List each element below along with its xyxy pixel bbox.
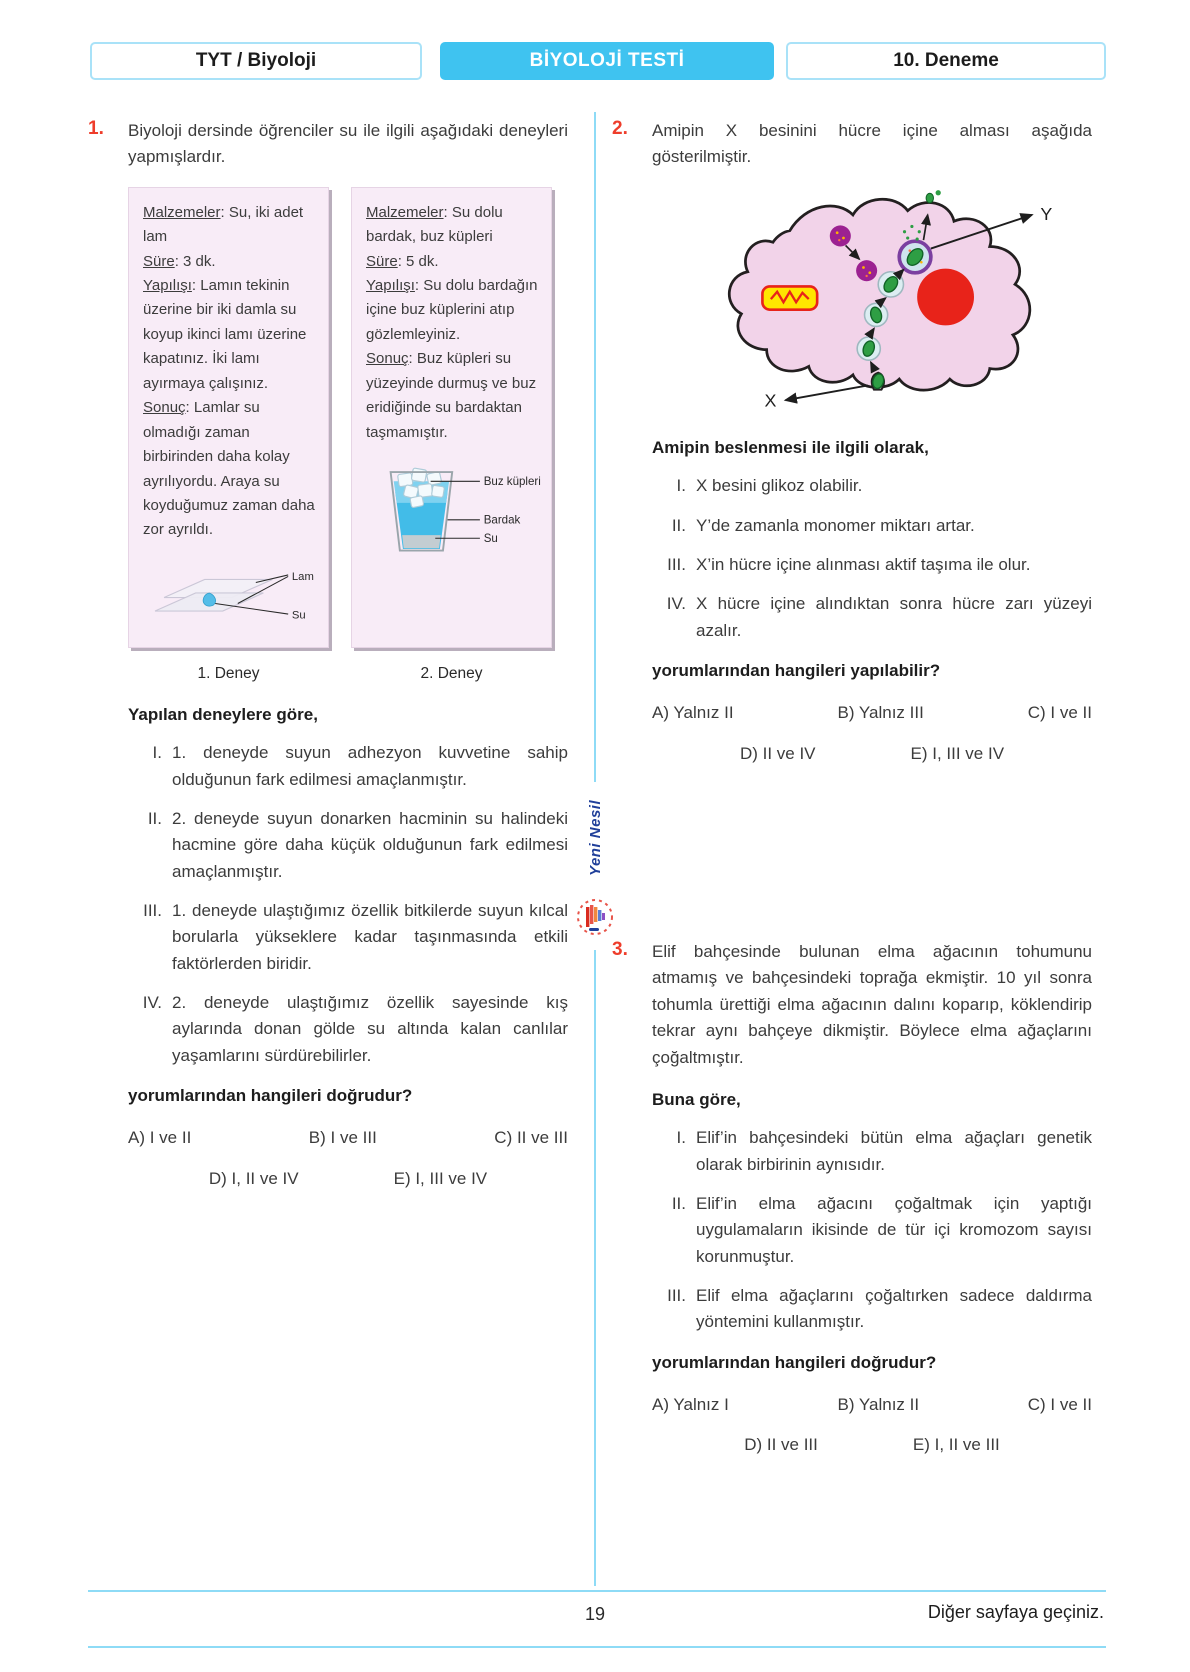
label-y: Y: [1040, 203, 1053, 224]
q1-option-b: B) I ve III: [308, 1128, 377, 1148]
statement-text: X hücre içine alındıktan sonra hücre zarı yüzeyi azalır.: [696, 594, 1092, 640]
exp1-result: Sonuç: Lamlar su olmadığı zaman birbirinden daha kolay ayrılıyordu. Araya su koyduğumuz zaman daha zor ayrıldı.: [143, 399, 315, 539]
q3-option-b: B) Yalnız II: [837, 1394, 920, 1414]
q1-option-c: C) II ve III: [494, 1128, 568, 1148]
q2-options-row-1: [652, 700, 1092, 726]
q1-statement-1: [128, 740, 568, 793]
statement-numeral: IV.: [666, 594, 686, 614]
q1-statement-4: [128, 990, 568, 1069]
statement-text: 2. deneyde ulaştığımız özellik sayesinde kış aylarında donan gölde su altında kalan canlılar yaşamlarını sürdürebilirler.: [172, 992, 568, 1065]
q3-options-row-1: [652, 1392, 1092, 1418]
q3-option-d: D) II ve III: [744, 1435, 818, 1455]
organelle-mitochondrion: [762, 286, 817, 309]
statement-numeral: I.: [676, 476, 686, 496]
q3-statement-2: [652, 1191, 1092, 1270]
experiment-1-caption: 1. Deney: [197, 664, 260, 682]
q1-options-row-2: [128, 1166, 568, 1192]
statement-text: 2. deneyde suyun donarken hacminin su halindeki hacmine göre daha küçük olduğunun fark edilmesi amaçlanmıştır.: [172, 808, 568, 881]
q2-option-a: A) Yalnız II: [652, 703, 734, 723]
footer-continue-note: Diğer sayfaya geçiniz.: [927, 1602, 1104, 1622]
statement-numeral: II.: [147, 808, 162, 828]
statement-numeral: I.: [676, 1128, 686, 1148]
header-exam-number: 10. Deneme: [786, 42, 1106, 80]
question-1-intro: Biyoloji dersinde öğrenciler su ile ilgili aşağıdaki deneyleri yapmışlardır.: [128, 121, 568, 167]
question-3: [612, 939, 1092, 1459]
q1-statement-3: [128, 898, 568, 977]
statement-text: X’in hücre içine alınması aktif taşıma ile olur.: [696, 555, 1031, 575]
statement-numeral: IV.: [142, 992, 162, 1012]
publisher-logo-text: Yeni Nesil: [586, 799, 604, 877]
question-1-lead: Yapılan deneylere göre,: [128, 704, 318, 724]
q2-statement-3: [652, 552, 1092, 578]
question-1-number: 1.: [88, 118, 104, 139]
q1-option-d: D) I, II ve IV: [208, 1168, 299, 1188]
statement-text: 1. deneyde suyun adhezyon kuvvetine sahip olduğunun fark edilmesi amaçlanmıştır.: [172, 743, 568, 789]
question-2-number: 2.: [612, 118, 628, 139]
q1-option-a: A) I ve II: [128, 1128, 192, 1148]
q2-option-e: E) I, III ve IV: [910, 743, 1005, 763]
lamp-logo-icon: [575, 894, 615, 940]
question-3-stem: yorumlarından hangileri doğrudur?: [652, 1352, 937, 1372]
experiment-2-caption: 2. Deney: [420, 664, 483, 682]
statement-numeral: I.: [152, 743, 162, 763]
statement-numeral: III.: [667, 1285, 686, 1305]
nucleus: [917, 268, 974, 325]
statement-text: 1. deneyde ulaştığımız özellik bitkilerde suyun kılcal borularla yükseklere kadar taşınmasında etkili faktörlerden biridir.: [172, 900, 568, 973]
exp2-materials: Malzemeler: Su dolu bardak, buz küpleri: [366, 203, 503, 246]
statement-text: Elif’in bahçesindeki bütün elma ağaçları genetik olarak birbirinin aynısıdır.: [696, 1128, 1092, 1174]
label-su: Su: [291, 609, 306, 622]
q2-statement-1: [652, 473, 1092, 499]
statement-numeral: III.: [143, 900, 162, 920]
q3-options-row-2: [652, 1432, 1092, 1458]
header-test-title: BİYOLOJİ TESTİ: [440, 42, 774, 80]
question-1: [88, 118, 568, 1192]
exp2-procedure: Yapılışı: Su dolu bardağın içine buz küplerini atıp gözlemleyiniz.: [366, 277, 538, 343]
label-x: X: [764, 390, 777, 411]
q3-option-e: E) I, II ve III: [912, 1435, 1000, 1455]
amoeba-endocytosis-diagram: [674, 183, 1074, 411]
q2-option-d: D) II ve IV: [739, 743, 816, 763]
exp1-materials: Malzemeler: Su, iki adet lam: [143, 203, 304, 246]
q1-options-row-1: [128, 1125, 568, 1151]
statement-text: Y’de zamanla monomer miktarı artar.: [696, 515, 975, 535]
question-2-intro: Amipin X besinini hücre içine alması aşağıda gösterilmiştir.: [652, 121, 1092, 167]
statement-numeral: II.: [671, 1193, 686, 1213]
q1-statement-2: [128, 806, 568, 885]
slide-water-diagram: [143, 553, 316, 639]
q3-option-a: A) Yalnız I: [652, 1394, 729, 1414]
question-2-stem: yorumlarından hangileri yapılabilir?: [652, 661, 941, 681]
footer-rule-bottom: [88, 1646, 1106, 1648]
statement-text: Elif elma ağaçlarını çoğaltırken sadece daldırma yöntemini kullanmıştır.: [696, 1285, 1092, 1332]
experiment-boxes: [128, 187, 568, 648]
header-course-label: TYT / Biyoloji: [90, 42, 422, 80]
question-2-lead: Amipin beslenmesi ile ilgili olarak,: [652, 438, 929, 458]
exp1-duration: Süre: 3 dk.: [143, 252, 216, 270]
question-3-lead: Buna göre,: [652, 1089, 741, 1109]
right-column: [612, 118, 1092, 1459]
glass-ice-diagram: [366, 455, 543, 563]
experiment-captions: [128, 662, 568, 686]
question-3-number: 3.: [612, 939, 628, 961]
page-number: 19: [584, 1604, 606, 1624]
q2-option-c: C) I ve II: [1027, 703, 1092, 723]
question-2: [612, 118, 1092, 767]
q1-option-e: E) I, III ve IV: [393, 1168, 488, 1188]
experiment-2-box: [351, 187, 552, 648]
q2-options-row-2: [652, 741, 1092, 767]
exp2-result: Sonuç: Buz küpleri su yüzeyinde durmuş ve buz eridiğinde su bardaktan taşmamıştır.: [366, 350, 537, 441]
question-3-intro: Elif bahçesinde bulunan elma ağacının tohumunu atmamış ve bahçesindeki toprağa ekmiştir. 10 yıl sonra tohumla ürettiği elma ağacının dalını koparıp, köklendirip tekrar aynı bahçeye dikmiştir. Böylece elma ağaçlarını çoğaltmıştır.: [652, 942, 1092, 1067]
exp1-procedure: Yapılışı: Lamın tekinin üzerine bir iki damla su koyup ikinci lamı üzerine kapatınız. İki lamı ayırmaya çalışınız.: [143, 277, 307, 392]
label-bardak: Bardak: [483, 514, 521, 527]
label-lam: Lam: [291, 571, 314, 584]
question-1-stem: yorumlarından hangileri doğrudur?: [128, 1085, 413, 1105]
label-buz-kupleri: Buz küpleri: [483, 476, 541, 489]
statement-text: Elif’in elma ağacını çoğaltmak için yaptığı uygulamaların ikisinde de tür içi kromozom sayısı korunmuştur.: [696, 1193, 1092, 1266]
q2-option-b: B) Yalnız III: [837, 703, 924, 723]
statement-numeral: II.: [671, 515, 686, 535]
q3-statement-1: [652, 1125, 1092, 1178]
q3-statement-3: [652, 1283, 1092, 1336]
q3-option-c: C) I ve II: [1027, 1394, 1092, 1414]
footer-rule-top: [88, 1590, 1106, 1592]
label-su-2: Su: [483, 533, 498, 546]
q2-statement-2: [652, 513, 1092, 539]
experiment-1-box: [128, 187, 329, 648]
statement-numeral: III.: [667, 555, 686, 575]
left-column: [88, 118, 568, 1192]
statement-text: X besini glikoz olabilir.: [696, 476, 863, 496]
exp2-duration: Süre: 5 dk.: [366, 252, 439, 270]
q2-statement-4: [652, 591, 1092, 644]
